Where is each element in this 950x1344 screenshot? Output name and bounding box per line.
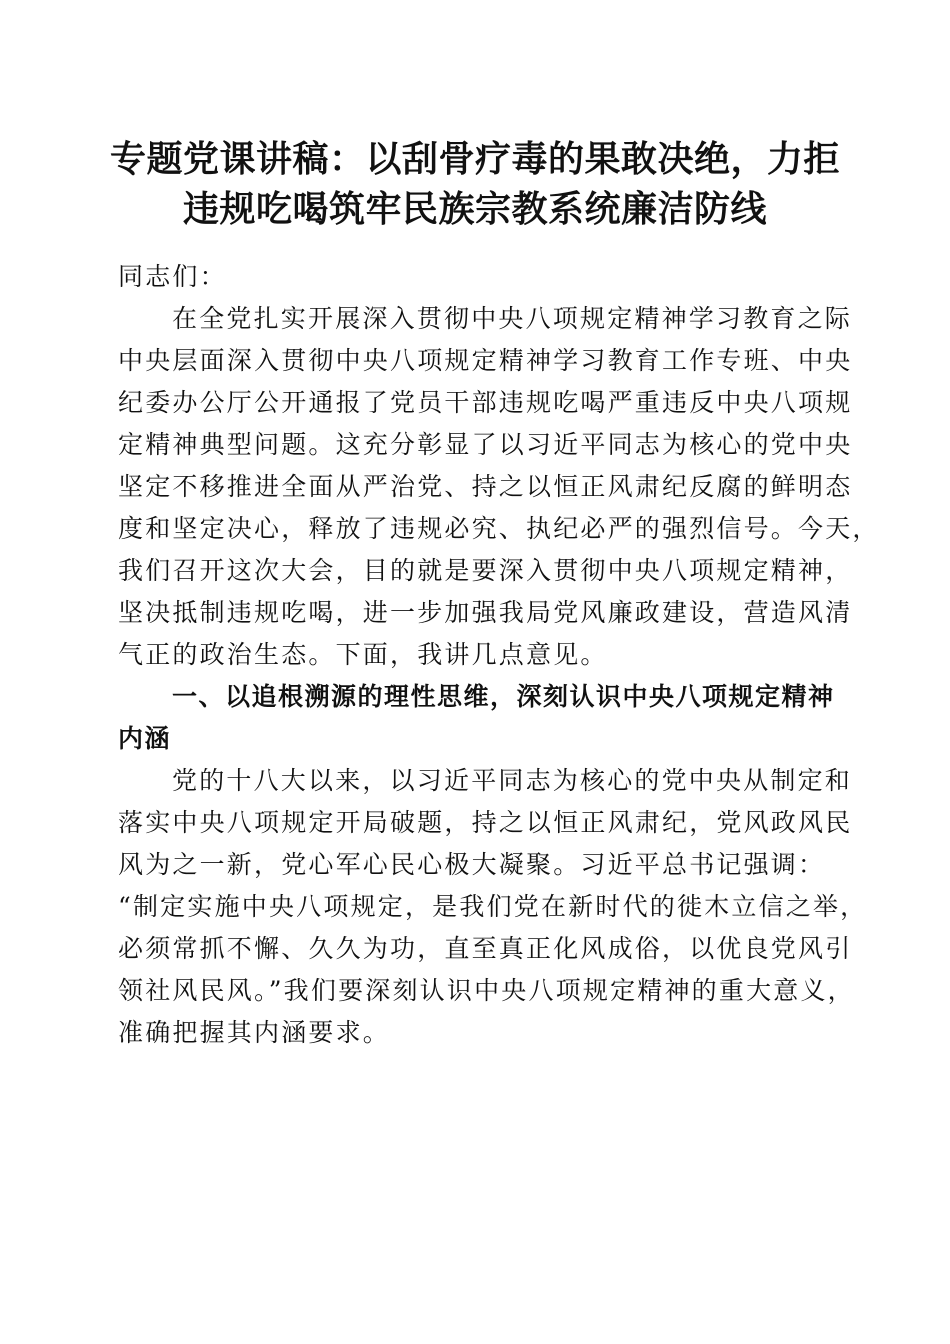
heading-line: 一、以追根溯源的理性思维，深刻认识中央八项规定精神 (172, 682, 835, 711)
paragraph-line: 必须常抓不懈、久久为功，直至真正化风成俗，以优良党风引 (118, 934, 853, 963)
paragraph-line: “制定实施中央八项规定，是我们党在新时代的徙木立信之举， (118, 892, 868, 921)
section-1-heading (118, 676, 838, 760)
paragraph-line: 我们召开这次大会，目的就是要深入贯彻中央八项规定精神， (118, 556, 853, 585)
document-body (118, 256, 880, 1054)
paragraph-line: 在全党扎实开展深入贯彻中央八项规定精神学习教育之际 (172, 304, 853, 333)
paragraph-line: 坚决抵制违规吃喝，进一步加强我局党风廉政建设，营造风清 (118, 598, 853, 627)
paragraph-line: 纪委办公厅公开通报了党员干部违规吃喝严重违反中央八项规 (118, 388, 853, 417)
title-line: 违规吃喝筑牢民族宗教系统廉洁防线 (182, 188, 767, 230)
paragraph-line: 落实中央八项规定开局破题，持之以恒正风肃纪，党风政风民 (118, 808, 853, 837)
salutation: 同志们： (118, 262, 227, 291)
document-title (110, 134, 840, 234)
paragraph-2 (118, 760, 868, 1054)
title-line: 专题党课讲稿：以刮骨疗毒的果敢决绝，力拒 (110, 138, 841, 180)
paragraph-1 (118, 298, 880, 676)
paragraph-line: 领社风民风。”我们要深刻认识中央八项规定精神的重大意义， (118, 976, 855, 1005)
heading-line: 内涵 (118, 724, 172, 753)
paragraph-line: 度和坚定决心，释放了违规必究、执纪必严的强烈信号。今天， (118, 514, 880, 543)
paragraph-line: 坚定不移推进全面从严治党、持之以恒正风肃纪反腐的鲜明态 (118, 472, 853, 501)
paragraph-line: 准确把握其内涵要求。 (118, 1018, 391, 1047)
paragraph-line: 风为之一新，党心军心民心极大凝聚。习近平总书记强调： (118, 850, 826, 879)
paragraph-line: 定精神典型问题。这充分彰显了以习近平同志为核心的党中央 (118, 430, 853, 459)
paragraph-line: 中央层面深入贯彻中央八项规定精神学习教育工作专班、中央 (118, 346, 853, 375)
paragraph-line: 气正的政治生态。下面，我讲几点意见。 (118, 640, 608, 669)
paragraph-line: 党的十八大以来，以习近平同志为核心的党中央从制定和 (172, 766, 853, 795)
